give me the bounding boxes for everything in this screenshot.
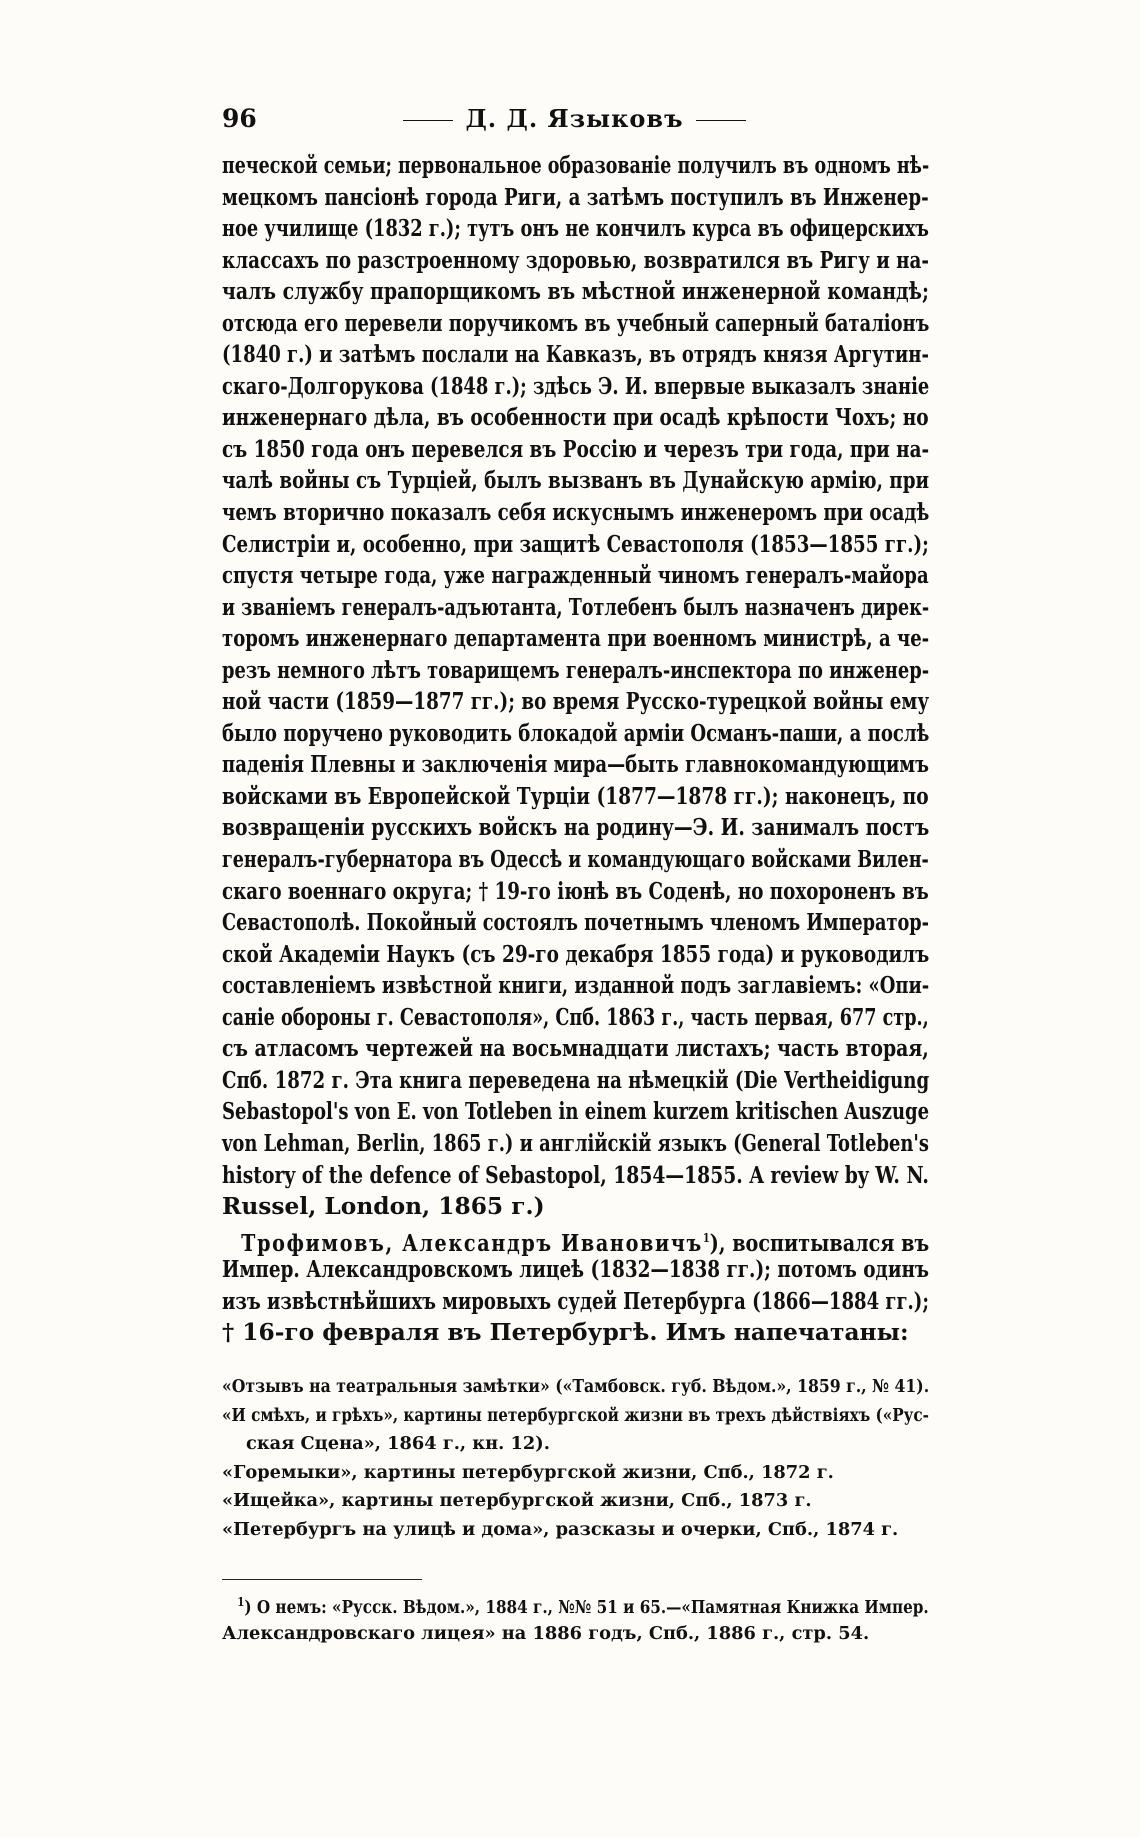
footnote-ref: 1 (702, 1230, 710, 1245)
text-line: торомъ инженернаго департамента при военномъ министрѣ, а че- (222, 625, 930, 653)
footnote-line (222, 1589, 929, 1621)
text-line: Импер. Александровскомъ лицеѣ (1832—1838 гг.); потомъ одинъ (222, 1256, 930, 1284)
text-line: мецкомъ пансіонѣ города Риги, а затѣмъ поступилъ въ Инженер- (222, 183, 929, 211)
text-line: паденія Плевны и заключенія мира—быть главнокомандующимъ (222, 751, 930, 779)
text-line: инженернаго дѣла, въ особенности при осадѣ крѣпости Чохъ; но (222, 404, 929, 432)
footnote-rule (222, 1579, 422, 1580)
text-line: чалѣ войны съ Турціей, былъ вызванъ въ Дунайскую армію, при (222, 467, 930, 495)
bibliography-list (222, 1373, 929, 1544)
trofimov-line1-rest: ), воспитывался въ (709, 1229, 930, 1257)
text-line: генералъ-губернатора въ Одессѣ и командующаго войсками Вилен- (222, 846, 929, 874)
title-dash-right (696, 120, 746, 121)
text-line: резъ немного лѣтъ товарищемъ генералъ-инспектора по инженер- (222, 656, 930, 684)
footnote-text: ) О немъ: «Русск. Вѣдом.», 1884 г., №№ 51 и 65.—«Памятная Книжка Импер. (244, 1596, 929, 1618)
text-line: изъ извѣстнѣйшихъ мировыхъ судей Петербурга (1866—1884 гг.); (222, 1287, 929, 1315)
footnote-line: Александровскаго лицея» на 1886 годъ, Спб., 1886 г., стр. 54. (222, 1622, 870, 1644)
footnote (222, 1589, 929, 1647)
text-line: Russel, London, 1865 г.) (222, 1193, 545, 1221)
running-title-text: Д. Д. Языковъ (465, 104, 684, 133)
trofimov-name: Трофимовъ, Александръ Ивановичъ (241, 1229, 703, 1257)
text-line: ное училище (1832 г.); тутъ онъ не кончилъ курса въ офицерскихъ (222, 215, 929, 243)
text-line: von Lehman, Berlin, 1865 г.) и англійскій языкъ (General Totleben's (222, 1129, 929, 1157)
text-line: составленіемъ извѣстной книги, изданной подъ заглавіемъ: «Опи- (222, 972, 930, 1000)
text-line: чалъ службу прапорщикомъ въ мѣстной инженерной командѣ; (222, 278, 929, 306)
bibliography-entry: «И смѣхъ, и грѣхъ», картины петербургской жизни въ трехъ дѣйствіяхъ («Рус- (222, 1404, 929, 1426)
bibliography-entry: «Отзывъ на театральныя замѣтки» («Тамбовск. губ. Вѣдом.», 1859 г., № 41). (222, 1376, 930, 1397)
page-number: 96 (222, 104, 257, 133)
bibliography-entry-continued: ская Сцена», 1864 г., кн. 12). (246, 1433, 550, 1454)
text-line: history of the defence of Sebastopol, 1854—1855. A review by W. N. (222, 1161, 929, 1189)
title-dash-left (403, 120, 453, 121)
running-title (222, 104, 927, 133)
text-line: отсюда его перевели поручикомъ въ учебный саперный баталіонъ (222, 309, 930, 337)
text-line: классахъ по разстроенному здоровью, возвратился въ Ригу и на- (222, 246, 930, 274)
text-line: Sebastopol's von E. von Totleben in einem kurzem kritischen Auszuge (222, 1098, 930, 1126)
text-line: ной части (1859—1877 гг.); во время Русско-турецкой войны ему (222, 688, 930, 716)
text-line: войсками въ Европейской Турціи (1877—1878 гг.); наконецъ, по (222, 782, 929, 810)
text-line: и званіемъ генералъ-адъютанта, Тотлебенъ былъ назначенъ дирек- (222, 593, 930, 621)
text-line: (1840 г.) и затѣмъ послали на Кавказъ, въ отрядъ князя Аргутин- (222, 341, 929, 369)
text-line: † 16-го февраля въ Петербургѣ. Имъ напечатаны: (222, 1319, 909, 1347)
bibliography-entry: «Ищейка», картины петербургской жизни, Спб., 1873 г. (222, 1490, 812, 1511)
page-header (222, 104, 927, 144)
text-line: печеской семьи; первональное образованіе получилъ въ одномъ нѣ- (222, 152, 930, 179)
text-line: спустя четыре года, уже награжденный чиномъ генералъ-майора (222, 562, 929, 590)
text-line: саніе обороны г. Севастополя», Спб. 1863 г., часть первая, 677 стр., (222, 1003, 929, 1031)
main-text (222, 150, 929, 1349)
text-line: возвращеніи русскихъ войскъ на родину—Э. И. занималъ постъ (222, 814, 930, 842)
text-line: съ 1850 года онъ перевелся въ Россію и черезъ три года, при на- (222, 435, 930, 463)
bibliography-entry: «Горемыки», картины петербургской жизни, Спб., 1872 г. (222, 1461, 834, 1483)
text-line: скаго военнаго округа; † 19-го іюнѣ въ Соденѣ, но похороненъ въ (222, 877, 929, 905)
text-line: чемъ вторично показалъ себя искуснымъ инженеромъ при осадѣ (222, 499, 930, 527)
text-line: Севастополѣ. Покойный состоялъ почетнымъ членомъ Император- (222, 909, 929, 937)
text-line: съ атласомъ чертежей на восьмнадцати листахъ; часть вторая, (222, 1035, 929, 1063)
text-line: было поручено руководить блокадой арміи Османъ-паши, а послѣ (222, 719, 930, 747)
text-line: скаго-Долгорукова (1848 г.); здѣсь Э. И. впервые выказалъ знаніе (222, 372, 930, 400)
text-line: Спб. 1872 г. Эта книга переведена на нѣмецкій (Die Vertheidigung (222, 1066, 930, 1094)
trofimov-entry-line (222, 1223, 929, 1255)
text-line: ской Академіи Наукъ (съ 29-го декабря 1855 года) и руководилъ (222, 940, 930, 968)
bibliography-entry: «Петербургъ на улицѣ и дома», разсказы и очерки, Спб., 1874 г. (222, 1518, 899, 1540)
footnote-mark: 1 (237, 1595, 245, 1609)
text-line: Селистріи и, особенно, при защитѣ Севастополя (1853—1855 гг.); (222, 530, 929, 558)
